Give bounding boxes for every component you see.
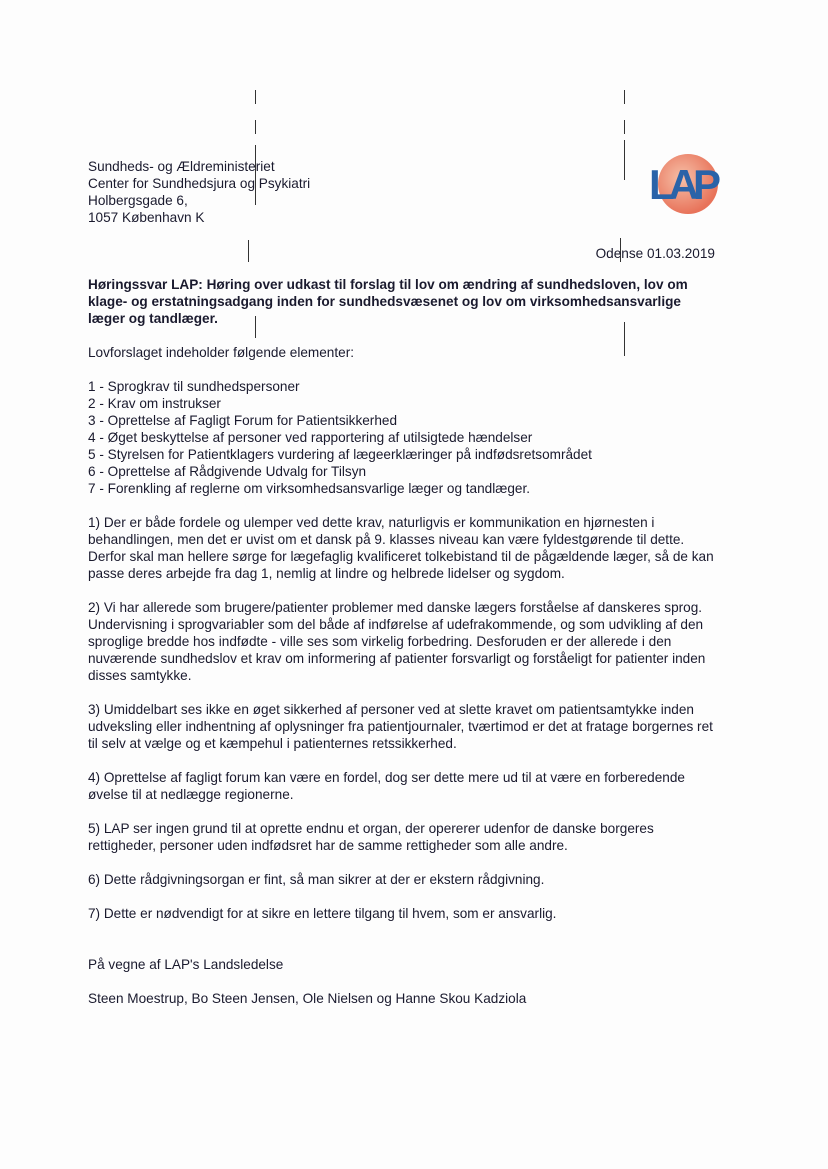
logo-text: LAP (649, 161, 715, 208)
list-item: 7 - Forenkling af reglerne om virksomhedsansvarlige læger og tandlæger. (88, 481, 531, 496)
comment-paragraph: 3) Umiddelbart ses ikke en øget sikkerhed af personer ved at slette kravet om patientsamtykke inden udveksling eller indhentning af oplysninger fra patientjournaler, tværtimod er det at fratage borgernes ret til selv at vælge og et kæmpehul i patienternes retssikkerhed. (88, 702, 713, 751)
scan-artifact-line (624, 120, 625, 134)
address-line: Sundheds- og Ældreministeriet (88, 159, 275, 174)
comment-paragraph: 5) LAP ser ingen grund til at oprette endnu et organ, der opererer udenfor de danske borgeres rettigheder, personer uden indfødsret har de samme rettigheder som alle andre. (88, 821, 654, 853)
comment-paragraph: 6) Dette rådgivningsorgan er fint, så man sikrer at der er ekstern rådgivning. (88, 872, 545, 887)
on-behalf-line: På vegne af LAP's Landsledelse (88, 957, 284, 972)
lap-logo-graphic (644, 152, 720, 216)
address-line: Center for Sundhedsjura og Psykiatri (88, 176, 311, 191)
list-item: 1 - Sprogkrav til sundhedspersoner (88, 379, 300, 394)
elements-list (88, 378, 718, 497)
list-item: 6 - Oprettelse af Rådgivende Udvalg for Tilsyn (88, 464, 367, 479)
recipient-address (88, 158, 310, 226)
list-item: 5 - Styrelsen for Patientklagers vurdering af lægeerklæringer på indfødsretsområdet (88, 447, 592, 462)
scan-artifact-line (255, 120, 256, 134)
comment-paragraph: 2) Vi har allerede som brugere/patienter problemer med danske lægers forståelse af danskeres sprog. Undervisning i sprogvariabler som del både af indførelse af udefrakommende, og som udvikling af den sproglige bredde hos indfødte - ville ses som virkelig forbedring. Desforuden er der allerede i den nuværende sundhedslov et krav om informering af patienter forsvarligt og forståeligt for patienter inden disses samtykke. (88, 600, 706, 683)
lap-logo (644, 152, 720, 216)
scan-artifact-line (624, 90, 625, 104)
letter-body (88, 276, 718, 1024)
list-item: 4 - Øget beskyttelse af personer ved rapportering af utilsigtede hændelser (88, 430, 533, 445)
intro-text: Lovforslaget indeholder følgende elementer: (88, 345, 355, 360)
list-item: 3 - Oprettelse af Fagligt Forum for Patientsikkerhed (88, 413, 398, 428)
comment-paragraph: 4) Oprettelse af fagligt forum kan være en fordel, dog ser dette mere ud til at være en forberedende øvelse til at nedlægge regionerne. (88, 770, 685, 802)
date-line: Odense 01.03.2019 (595, 246, 715, 261)
scan-artifact-line (624, 140, 625, 180)
address-line: Holbergsgade 6, (88, 193, 188, 208)
comment-paragraph: 7) Dette er nødvendigt for at sikre en lettere tilgang til hvem, som er ansvarlig. (88, 906, 557, 921)
signatories-line: Steen Moestrup, Bo Steen Jensen, Ole Nielsen og Hanne Skou Kadziola (88, 991, 527, 1006)
scan-artifact-line (255, 90, 256, 104)
address-line: 1057 København K (88, 210, 205, 225)
subject-heading: Høringssvar LAP: Høring over udkast til forslag til lov om ændring af sundhedsloven, lov om klage- og erstatningsadgang inden for sundhedsvæsenet og lov om virksomhedsansvarlige læger og tandlæger. (88, 277, 688, 326)
comment-paragraph: 1) Der er både fordele og ulemper ved dette krav, naturligvis er kommunikation en hjørnesten i behandlingen, men det er uvist om et dansk på 9. klasses niveau kan være fyldestgørende til dette. Derfor skal man hellere sørge for lægefaglig kvalificeret tolkebistand til de pågældende læger, så de kan passe deres arbejde fra dag 1, nemlig at lindre og helbrede lidelser og sygdom. (88, 515, 714, 581)
scan-artifact-line (248, 240, 249, 262)
list-item: 2 - Krav om instrukser (88, 396, 221, 411)
signoff (88, 956, 718, 1007)
